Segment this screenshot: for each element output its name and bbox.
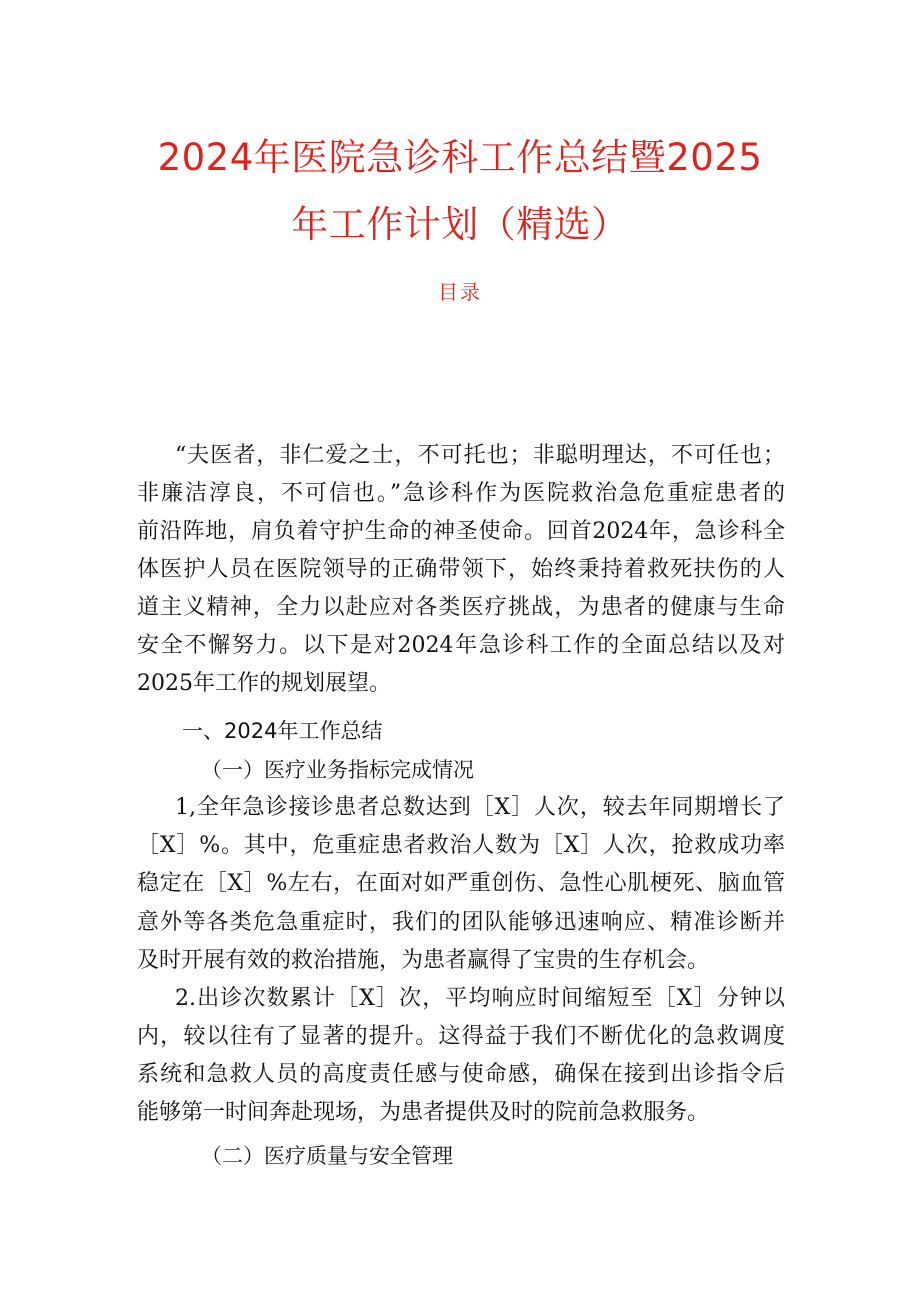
paragraph-2-line: 能够第一时间奔赴现场，为患者提供及时的院前急救服务。 xyxy=(137,1100,710,1125)
subsection-heading-quality-safety: （二）医疗质量与安全管理 xyxy=(201,1144,453,1168)
intro-line: 安全不懈努力。以下是对2024年急诊科工作的全面总结以及对 xyxy=(137,633,785,658)
intro-line: 非廉洁淳良，不可信也。”急诊科作为医院救治急危重症患者的 xyxy=(137,481,785,506)
intro-line: 前沿阵地，肩负着守护生命的神圣使命。回首2024年，急诊科全 xyxy=(137,519,785,544)
intro-line: “夫医者，非仁爱之士，不可托也；非聪明理达，不可任也； xyxy=(175,443,785,468)
intro-line: 道主义精神，全力以赴应对各类医疗挑战，为患者的健康与生命 xyxy=(137,595,785,620)
table-of-contents-label[interactable]: 目录 xyxy=(438,280,482,304)
subsection-heading-medical-indicators: （一）医疗业务指标完成情况 xyxy=(201,758,474,782)
paragraph-2-line: 内，较以往有了显著的提升。这得益于我们不断优化的急救调度 xyxy=(137,1024,785,1049)
paragraph-1-line: 意外等各类危急重症时，我们的团队能够迅速响应、精准诊断并 xyxy=(137,910,785,935)
paragraph-2-line: 系统和急救人员的高度责任感与使命感，确保在接到出诊指令后 xyxy=(137,1062,785,1087)
document-title-line-2: 年工作计划（精选） xyxy=(291,203,629,246)
paragraph-1-line: 稳定在［X］%左右，在面对如严重创伤、急性心肌梗死、脑血管 xyxy=(137,871,785,896)
paragraph-2-line: 2.出诊次数累计［X］次，平均响应时间缩短至［X］分钟以 xyxy=(175,986,785,1011)
paragraph-1-line: 1,全年急诊接诊患者总数达到［X］人次，较去年同期增长了 xyxy=(175,795,785,820)
intro-line: 2025年工作的规划展望。 xyxy=(137,671,391,696)
intro-line: 体医护人员在医院领导的正确带领下，始终秉持着救死扶伤的人 xyxy=(137,557,785,582)
paragraph-1-line: ［X］%。其中，危重症患者救治人数为［X］人次，抢救成功率 xyxy=(137,833,785,858)
section-heading-work-summary: 一、2024年工作总结 xyxy=(182,719,383,743)
document-title-line-1: 2024年医院急诊科工作总结暨2025 xyxy=(157,136,763,179)
paragraph-1-line: 及时开展有效的救治措施，为患者赢得了宝贵的生存机会。 xyxy=(137,948,710,973)
